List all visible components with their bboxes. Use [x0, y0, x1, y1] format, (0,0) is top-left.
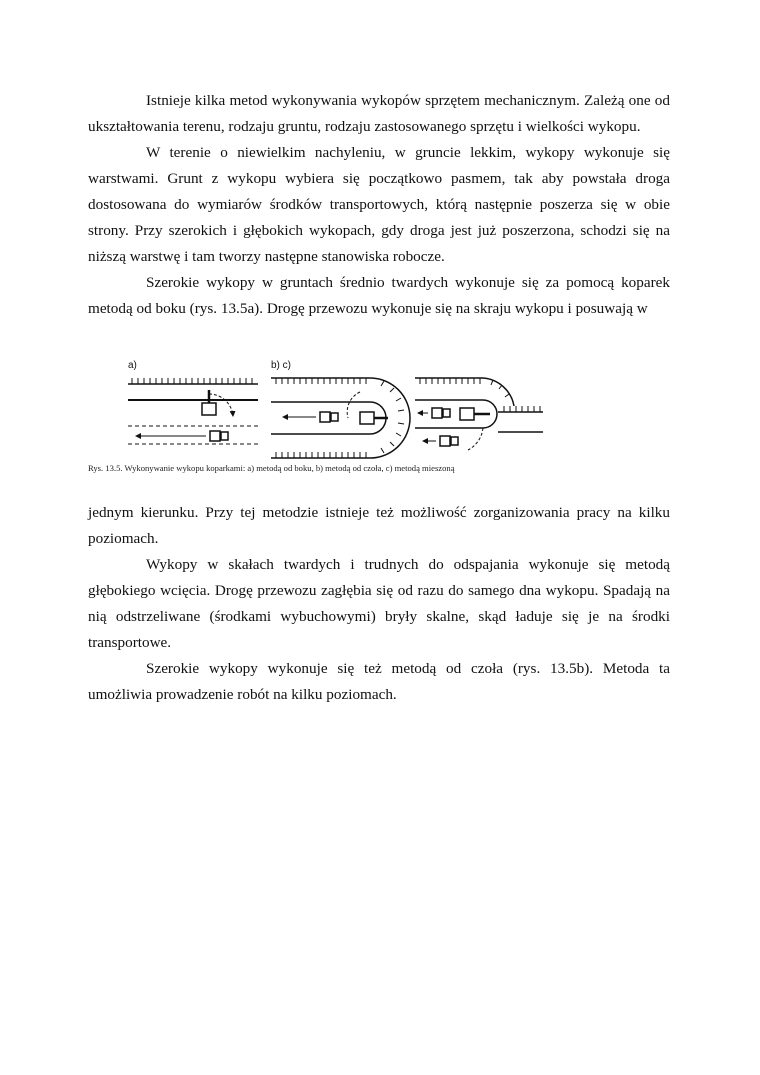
figure-caption: Rys. 13.5. Wykonywanie wykopu koparkami: a) metodą od boku, b) metodą od czoła, c) metodą mieszoną	[88, 463, 455, 473]
panel-a-side-method	[128, 378, 258, 444]
excavation-diagram	[88, 354, 670, 470]
figure-13-5	[88, 354, 670, 470]
truck-icon	[210, 431, 228, 441]
paragraph-3: Szerokie wykopy w gruntach średnio twardych wykonuje się za pomocą koparek metodą od boku (rys. 13.5a). Drogę przewozu wykonuje się na skraju wykopu i posuwają w	[88, 274, 670, 317]
truck-icon	[440, 436, 458, 446]
truck-icon	[432, 408, 450, 418]
paragraph-5: Wykopy w skałach twardych i trudnych do odspajania wykonuje się metodą głębokiego wcięcia. Drogę przewozu zagłębia się od razu do samego dna wykopu. Spadają na nią odstrzeliwane (środkami wybuchowymi) bryły skalne, skąd ładuje się je na środki transportowe.	[88, 556, 670, 651]
figure-label-bc: b) c)	[271, 360, 291, 371]
paragraph-6: Szerokie wykopy wykonuje się też metodą od czoła (rys. 13.5b). Metoda ta umożliwia prowadzenie robót na kilku poziomach.	[88, 660, 670, 703]
paragraph-4: jednym kierunku. Przy tej metodzie istnieje też możliwość zorganizowania pracy na kilku poziomach.	[88, 504, 670, 547]
text-block-top	[88, 88, 670, 322]
panel-b-front-method	[271, 378, 410, 458]
figure-label-a: a)	[128, 360, 137, 371]
panel-c-mixed-method	[415, 378, 543, 450]
paragraph-1: Istnieje kilka metod wykonywania wykopów sprzętem mechanicznym. Zależą one od ukształtowania terenu, rodzaju gruntu, rodzaju zastosowanego sprzętu i wielkości wykopu.	[88, 92, 670, 135]
paragraph-2: W terenie o niewielkim nachyleniu, w gruncie lekkim, wykopy wykonuje się warstwami. Grunt z wykopu wybiera się początkowo pasmem, tak aby powstała droga dostosowana do wymiarów środków transportowych, którą następnie poszerza się w obie strony. Przy szerokich i głębokich wykopach, gdy droga jest już poszerzona, schodzi się na niższą warstwę i tam tworzy następne stanowiska robocze.	[88, 144, 670, 265]
truck-icon	[320, 412, 338, 422]
text-block-bottom	[88, 500, 670, 708]
